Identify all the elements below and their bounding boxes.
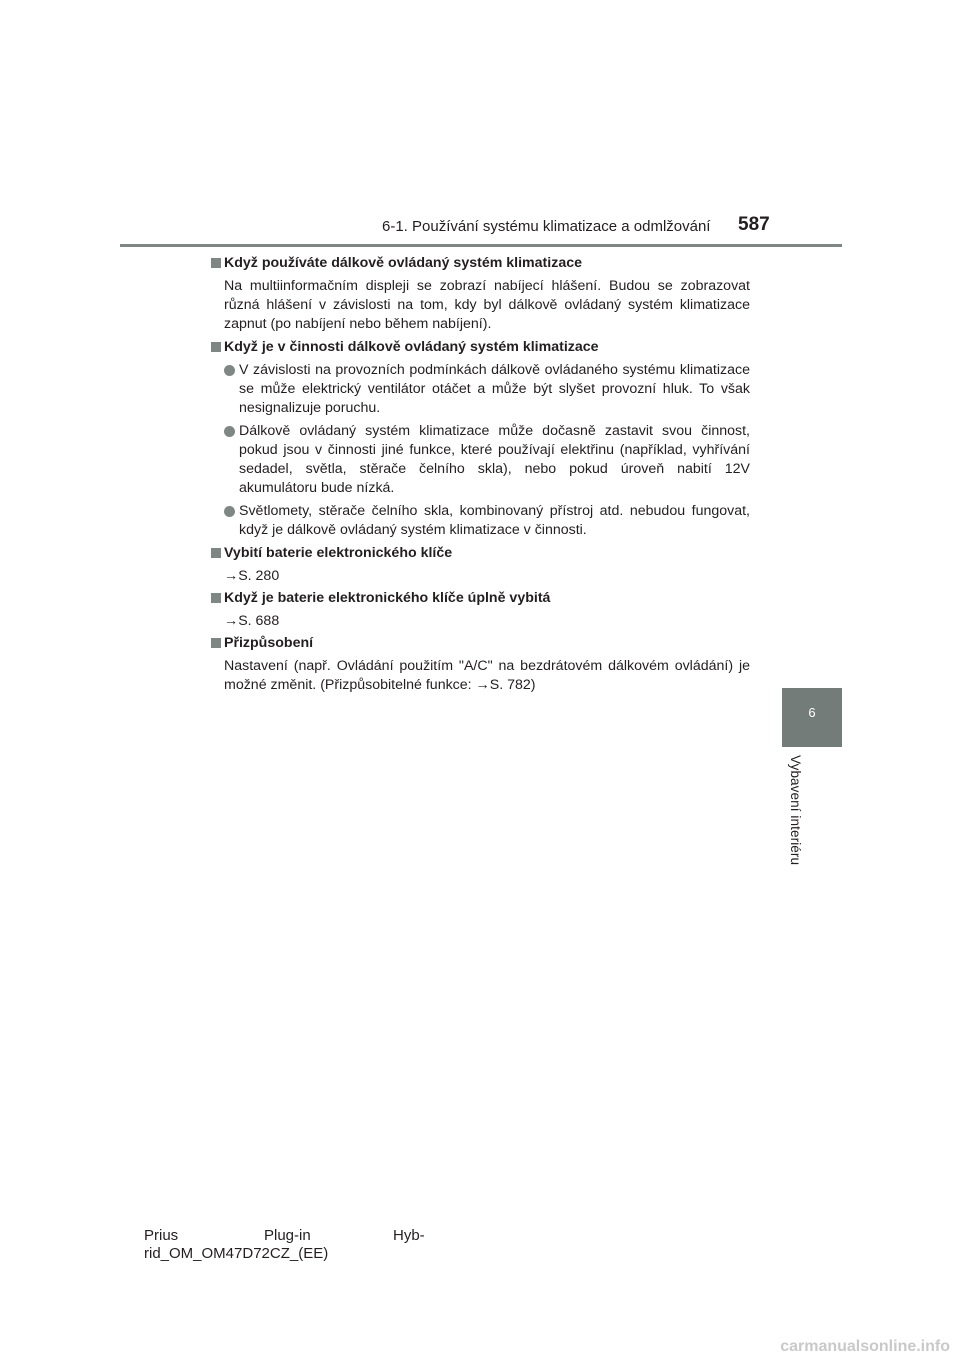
section-remote-ac-use xyxy=(210,254,750,334)
list-item xyxy=(224,422,750,498)
square-bullet-icon xyxy=(211,548,221,558)
list-item xyxy=(224,361,750,418)
footer-hybrid: Hyb- xyxy=(393,1227,425,1244)
section-title-text: Když je baterie elektronického klíče úplně vybitá xyxy=(224,590,551,606)
page-footer xyxy=(144,1227,444,1263)
chapter-tab-number: 6 xyxy=(808,705,816,720)
circle-bullet-icon xyxy=(224,365,235,376)
section-paragraph: Na multiinformačním displeji se zobrazí nabíjecí hlášení. Budou se zobrazovat různá hlášení v závislosti na tom, kdy byl dálkově ovládaný systém klimatizace zapnut (po nabíjení nebo během nabíjení). xyxy=(224,278,750,332)
square-bullet-icon xyxy=(211,638,221,648)
footer-model: Prius xyxy=(144,1227,179,1244)
footer-variant: Plug-in xyxy=(264,1227,311,1244)
section-title-text: Přizpůsobení xyxy=(224,635,314,651)
section-title xyxy=(210,338,750,357)
page-number: 587 xyxy=(738,214,770,235)
section-title xyxy=(210,254,750,273)
section-remote-ac-active xyxy=(210,338,750,540)
page-content xyxy=(210,254,750,699)
section-title-text: Když je v činnosti dálkově ovládaný systém klimatizace xyxy=(224,339,599,355)
circle-bullet-icon xyxy=(224,506,235,517)
list-item-text: V závislosti na provozních podmínkách dálkově ovládaného systému klimatizace se může elektrický ventilátor otáčet a může být slyšet provozní hluk. To však nesignalizuje poruchu. xyxy=(239,362,750,416)
square-bullet-icon xyxy=(211,258,221,268)
section-key-battery-dead xyxy=(210,589,750,631)
section-paragraph: Nastavení (např. Ovládání použitím "A/C" na bezdrátovém dálkovém ovládání) je možné změnit. (Přizpůsobitelné funkce: →S. 782) xyxy=(224,658,750,693)
watermark: carmanualsonline.info xyxy=(780,1338,950,1355)
section-title xyxy=(210,544,750,563)
section-key-battery-depletion xyxy=(210,544,750,586)
section-title-text: Vybití baterie elektronického klíče xyxy=(224,545,453,561)
chapter-tab xyxy=(782,688,842,747)
page-reference: →S. 280 xyxy=(224,568,280,584)
section-customization xyxy=(210,634,750,695)
list-item-text: Dálkově ovládaný systém klimatizace může dočasně zastavit svou činnost, pokud jsou v činnosti jiné funkce, které používají elektřinu (například, vyhřívání sedadel, světla, stěrače čelního skla), nebo pokud úroveň nabití 12V akumulátoru bude nízká. xyxy=(239,423,750,496)
section-title xyxy=(210,589,750,608)
footer-line-1 xyxy=(144,1227,444,1245)
square-bullet-icon xyxy=(211,342,221,352)
chapter-tab-label: Vybavení interiéru xyxy=(788,755,803,866)
section-title-text: Když používáte dálkově ovládaný systém klimatizace xyxy=(224,255,582,271)
list-item xyxy=(224,502,750,540)
footer-line-2: rid_OM_OM47D72CZ_(EE) xyxy=(144,1245,329,1262)
page-reference: →S. 688 xyxy=(224,613,280,629)
list-item-text: Světlomety, stěrače čelního skla, kombinovaný přístroj atd. nebudou fungovat, když je dálkově ovládaný systém klimatizace v činnosti. xyxy=(239,503,750,538)
section-title xyxy=(210,634,750,653)
header-rule xyxy=(120,244,842,247)
circle-bullet-icon xyxy=(224,426,235,437)
square-bullet-icon xyxy=(211,593,221,603)
running-header-title: 6-1. Používání systému klimatizace a odmlžování xyxy=(382,218,711,235)
